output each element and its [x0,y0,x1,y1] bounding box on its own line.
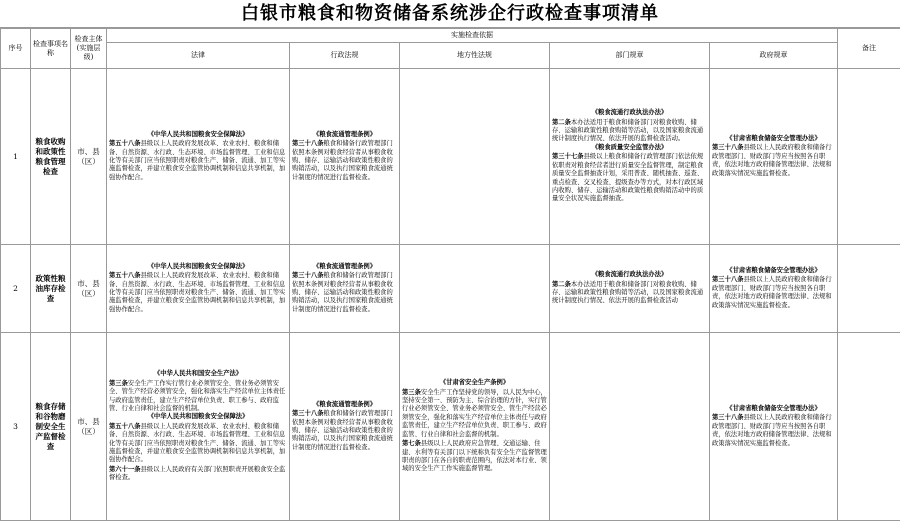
table-row [1,245,900,333]
local-reg-cell-article-text [402,389,547,439]
admin-reg-cell-article-number: 第三十八条 [292,272,323,279]
law-cell-article-body: 县级以上人民政府发展改革、农业农村、粮食和储备、自然资源、水行政、生态环境、市场监督管理、工业和信息化等有关部门应当依照职责对粮食生产、储备、流通、加工等实施监督检查，并建立粮食安全监管协调机制和信息共享机制，加强协作配合。 [109,423,285,464]
dept-rule-cell-source-title: 《粮食质量安全监管办法》 [552,144,707,152]
local-reg-cell [400,245,550,333]
law-cell [107,245,290,333]
row-seq: 1 [1,69,31,245]
admin-reg-cell-article-text [292,140,397,182]
admin-reg-cell-article-body: 粮食和储备行政管理部门依照本条例对粮食经营者从事粮食收购、储存、运输活动和政策性粮食的购销活动，以及执行国家粮食流通统计制度的情况进行监督检查。 [292,140,393,181]
row-remark [838,69,900,245]
law-cell-article-body: 安全生产工作实行管行业必须管安全、管业务必须管安全、管生产经营必须管安全，强化和落实生产经营单位主体责任与政府监管责任，建立生产经营单位负责、职工参与、政府监管、行业自律和社会监督的机制。 [109,380,285,412]
dept-rule-cell-article-body: 本办法适用于粮食和储备部门对粮食收购、储存、运输和政策性粮食购销等活动，以及国家粮食流通统计制度执行情况、依法开展的监督检查活动。 [552,119,703,143]
row-seq: 2 [1,245,31,333]
admin-reg-cell [290,245,400,333]
law-cell-article-number: 第五十八条 [109,423,140,430]
law-cell-source-title: 《中华人民共和国粮食安全保障法》 [109,263,287,271]
admin-reg-cell-source-title: 《粮食流通管理条例》 [292,131,397,139]
gov-rule-cell-article-text [712,144,835,178]
dept-rule-cell [550,333,710,521]
admin-reg-cell-article-number: 第三十八条 [292,140,323,147]
gov-rule-cell-article-number: 第三十八条 [712,144,743,151]
table-row [1,333,900,521]
local-reg-cell-article-number: 第七条 [402,440,421,447]
law-cell-source-title: 《中华人民共和国粮食安全保障法》 [109,131,287,139]
law-cell-article-text [109,423,287,465]
law-cell-source-title: 《中华人民共和国安全生产法》 [109,370,287,378]
law-cell-source-title: 《中华人民共和国粮食安全保障法》 [109,413,287,421]
law-cell-article-body: 县级以上人民政府发展改革、农业农村、粮食和储备、自然资源、水行政、生态环境、市场监督管理、工业和信息化等有关部门应当依照职责对粮食生产、储备、流通、加工等实施监督检查，并建立粮食安全监管协调机制和信息共享机制，加强协作配合。 [109,272,285,313]
admin-reg-cell [290,69,400,245]
law-cell-article-number: 第六十一条 [109,466,140,473]
header-item: 检查事项名称 [31,29,71,69]
row-subject: 市、县（区） [71,333,107,521]
dept-rule-cell-article-number: 第二条 [552,281,571,288]
table-row [1,69,900,245]
inspection-table [0,28,900,521]
gov-rule-cell-article-body: 县级以上人民政府粮食和储备行政管理部门、财政部门等应当按照各自职责，依法对地方政府储备管理法律、法规和政策落实情况实施监督检查。 [712,144,832,176]
dept-rule-cell-article-number: 第二条 [552,119,571,126]
gov-rule-cell-article-text [712,414,835,448]
header-local-reg: 地方性法规 [400,43,550,69]
dept-rule-cell-article-body: 县级以上粮食和储备行政管理部门依法依规依职责对粮食经营者进行质量安全监督管理，制定粮食质量安全监督抽查计划，采用普查、随机抽查、巡查、重点检查、交叉检查、提级查办等方式，对本行政区域内收购、储存、运输活动和政策性粮食购销活动中的质量安全状况实施监督抽查。 [552,153,703,202]
local-reg-cell [400,69,550,245]
gov-rule-cell [710,333,838,521]
local-reg-cell-source-title: 《甘肃省安全生产条例》 [402,379,547,387]
dept-rule-cell-source-title: 《粮食流通行政执法办法》 [552,109,707,117]
gov-rule-cell-article-number: 第三十八条 [712,276,743,283]
row-item-name: 粮食收购和政策性粮食管理检查 [31,69,71,245]
law-cell-article-text [109,380,287,414]
dept-rule-cell-article-body: 本办法适用于粮食和储备部门对粮食收购、储存、运输和政策性粮食购销等活动，以及国家粮食流通统计制度执行情况、依法开展的监督检查活动 [552,281,703,305]
law-cell-article-body: 县级以上人民政府发展改革、农业农村、粮食和储备、自然资源、水行政、生态环境、市场监督管理、工业和信息化等有关部门应当依照职责对粮食生产、储备、流通、加工等实施监督检查，并建立粮食安全监管协调机制和信息共享机制，加强协作配合。 [109,140,285,181]
dept-rule-cell-article-number: 第三十七条 [552,153,583,160]
header-gov-rule: 政府规章 [710,43,838,69]
local-reg-cell-article-body: 县级以上人民政府应急管理、交通运输、住建、水利等有关部门以下统称负有安全生产监督管理职责的部门在各自的职责范围内，依法对本行业、领域的安全生产工作实施监督管理。 [402,440,547,472]
header-seq: 序号 [1,29,31,69]
dept-rule-cell-article-text [552,281,707,306]
local-reg-cell [400,333,550,521]
row-item-name: 粮食存储和谷物磨制安全生产监督检查 [31,333,71,521]
header-subject: 检查主体(实施层级) [71,29,107,69]
local-reg-cell-article-number: 第三条 [402,389,421,396]
law-cell-article-number: 第五十八条 [109,272,140,279]
gov-rule-cell [710,245,838,333]
local-reg-cell-article-text [402,440,547,474]
row-remark [838,333,900,521]
gov-rule-cell-article-text [712,276,835,310]
admin-reg-cell-article-number: 第三十八条 [292,410,323,417]
dept-rule-cell [550,69,710,245]
page-title: 白银市粮食和物资储备系统涉企行政检查事项清单 [0,0,900,28]
row-seq: 3 [1,333,31,521]
gov-rule-cell-source-title: 《甘肃省粮食储备安全管理办法》 [712,267,835,275]
header-law: 法律 [107,43,290,69]
law-cell-article-number: 第三条 [109,380,128,387]
admin-reg-cell-source-title: 《粮食流通管理条例》 [292,263,397,271]
law-cell [107,69,290,245]
gov-rule-cell-article-body: 县级以上人民政府粮食和储备行政管理部门、财政部门等应当按照各自职责，依法对地方政府储备管理法律、法规和政策落实情况实施监督检查。 [712,414,832,446]
row-remark [838,245,900,333]
header-dept-rule: 部门规章 [550,43,710,69]
law-cell-article-number: 第五十八条 [109,140,140,147]
dept-rule-cell-source-title: 《粮食流通行政执法办法》 [552,271,707,279]
row-subject: 市、县（区） [71,69,107,245]
table-body [1,69,900,521]
header-remark: 备注 [838,29,900,69]
admin-reg-cell [290,333,400,521]
admin-reg-cell-source-title: 《粮食流通管理条例》 [292,401,397,409]
row-subject: 市、县（区） [71,245,107,333]
admin-reg-cell-article-text [292,410,397,452]
gov-rule-cell [710,69,838,245]
law-cell-article-text [109,272,287,314]
law-cell [107,333,290,521]
gov-rule-cell-source-title: 《甘肃省粮食储备安全管理办法》 [712,405,835,413]
row-item-name: 政策性粮油库存检查 [31,245,71,333]
dept-rule-cell-article-text [552,153,707,203]
dept-rule-cell [550,245,710,333]
admin-reg-cell-article-body: 粮食和储备行政管理部门依照本条例对粮食经营者从事粮食收购、储存、运输活动和政策性粮食的购销活动，以及执行国家粮食流通统计制度的情况进行监督检查。 [292,410,393,451]
local-reg-cell-article-body: 安全生产工作坚持党的领导，以人民为中心，坚持安全第一、预防为主、综合治理的方针，实行管行业必须管安全、管业务必须管安全、管生产经营必须管安全，强化和落实生产经营单位主体责任与政府监管责任，建立生产经营单位负责、职工参与、政府监管、行业自律和社会监督的机制。 [402,389,547,438]
law-cell-article-text [109,140,287,182]
law-cell-article-text [109,466,287,483]
law-cell-article-body: 县级以上人民政府有关部门依照职责开展粮食安全监督检查。 [109,466,285,481]
gov-rule-cell-source-title: 《甘肃省粮食储备安全管理办法》 [712,135,835,143]
admin-reg-cell-article-body: 粮食和储备行政管理部门依照本条例对粮食经营者从事粮食收购、储存、运输活动和政策性粮食的购销活动，以及执行国家粮食流通统计制度的情况进行监督检查。 [292,272,393,313]
header-admin-reg: 行政法规 [290,43,400,69]
gov-rule-cell-article-number: 第三十八条 [712,414,743,421]
dept-rule-cell-article-text [552,119,707,144]
header-basis: 实施检查依据 [107,29,838,43]
gov-rule-cell-article-body: 县级以上人民政府粮食和储备行政管理部门、财政部门等应当按照各自职责，依法对地方政府储备管理法律、法规和政策落实情况实施监督检查。 [712,276,832,308]
admin-reg-cell-article-text [292,272,397,314]
